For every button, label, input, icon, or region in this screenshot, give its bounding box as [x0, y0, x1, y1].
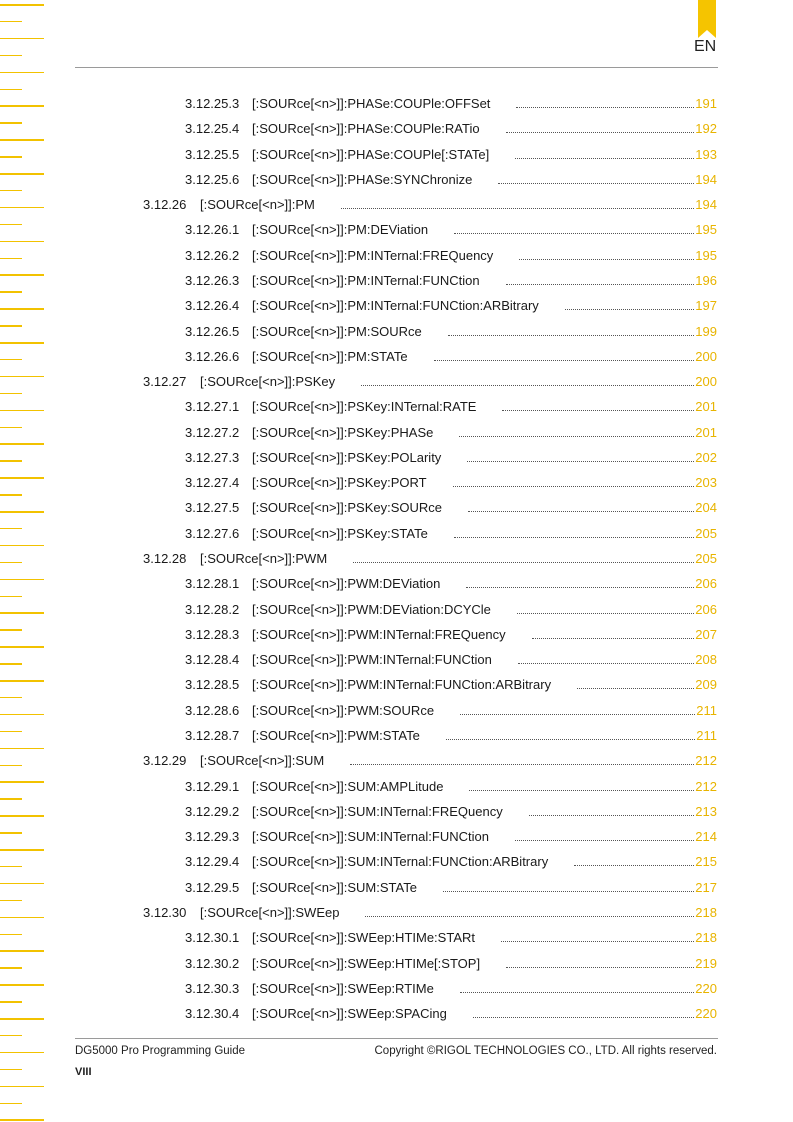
toc-leader-dots	[516, 107, 694, 108]
toc-entry-page: 205	[695, 525, 717, 541]
toc-entry[interactable]	[143, 751, 717, 769]
toc-entry-page: 205	[695, 551, 717, 567]
toc-entry-title: [:SOURce[<n>]]:SWEep:HTIMe[:STOP]	[252, 955, 481, 971]
toc-entry-page: 199	[695, 323, 717, 339]
toc-leader-dots	[473, 1017, 694, 1018]
toc-entry-number: 3.12.28.6	[185, 702, 240, 718]
toc-leader-dots	[574, 865, 694, 866]
toc-entry[interactable]	[185, 473, 717, 491]
toc-entry-title: [:SOURce[<n>]]:PM:DEViation	[252, 222, 429, 238]
toc-leader-dots	[515, 840, 694, 841]
toc-leader-dots	[515, 158, 694, 159]
toc-entry[interactable]	[185, 94, 717, 112]
toc-entry-page: 211	[696, 728, 717, 743]
toc-entry[interactable]	[185, 347, 717, 365]
toc-entry-title: [:SOURce[<n>]]:PSKey:INTernal:RATE	[252, 399, 477, 415]
toc-leader-dots	[350, 764, 694, 765]
toc-entry[interactable]	[185, 979, 717, 997]
document-title: DG5000 Pro Programming Guide	[75, 1045, 246, 1057]
toc-entry-page: 192	[695, 121, 717, 137]
toc-leader-dots	[459, 436, 694, 437]
toc-entry-page: 214	[695, 829, 717, 845]
toc-entry[interactable]	[185, 726, 717, 744]
toc-leader-dots	[468, 511, 694, 512]
toc-leader-dots	[460, 714, 695, 715]
toc-entry-number: 3.12.26	[143, 197, 187, 213]
toc-entry-page: 206	[695, 576, 717, 592]
toc-entry[interactable]	[185, 878, 717, 896]
toc-entry-page: 202	[695, 449, 717, 465]
toc-entry-page: 197	[695, 298, 717, 314]
toc-entry-page: 204	[695, 500, 717, 516]
toc-leader-dots	[453, 486, 695, 487]
toc-entry-number: 3.12.29.4	[185, 854, 240, 870]
toc-entry-title: [:SOURce[<n>]]:SUM:AMPLitude	[252, 778, 444, 794]
toc-entry[interactable]	[185, 1004, 717, 1022]
footer-divider	[75, 1038, 718, 1039]
toc-entry-number: 3.12.30.2	[185, 955, 240, 971]
toc-entry-number: 3.12.29.3	[185, 829, 240, 845]
toc-entry-title: [:SOURce[<n>]]:PSKey:POLarity	[252, 449, 442, 465]
toc-leader-dots	[518, 663, 694, 664]
toc-entry[interactable]	[143, 549, 717, 567]
toc-entry[interactable]	[185, 448, 717, 466]
toc-entry[interactable]	[185, 675, 717, 693]
toc-entry-page: 195	[695, 247, 717, 263]
toc-entry-title: [:SOURce[<n>]]:PM:STATe	[252, 348, 408, 364]
toc-entry[interactable]	[185, 802, 717, 820]
toc-entry[interactable]	[185, 119, 717, 137]
toc-entry-title: [:SOURce[<n>]]:PM:INTernal:FUNCtion	[252, 272, 480, 288]
toc-entry-page: 215	[695, 854, 717, 870]
toc-entry-number: 3.12.26.6	[185, 348, 240, 364]
toc-entry-number: 3.12.27.4	[185, 475, 240, 491]
toc-entry-page: 219	[695, 955, 717, 971]
toc-entry-page: 201	[695, 424, 717, 440]
toc-leader-dots	[519, 259, 694, 260]
toc-entry-title: [:SOURce[<n>]]:PHASe:COUPle:OFFSet	[252, 96, 491, 111]
toc-entry-title: [:SOURce[<n>]]:PSKey:PHASe	[252, 424, 434, 440]
toc-leader-dots	[501, 941, 694, 942]
toc-entry-number: 3.12.26.2	[185, 247, 240, 263]
toc-leader-dots	[467, 461, 694, 462]
toc-leader-dots	[469, 790, 694, 791]
toc-entry-page: 217	[695, 879, 717, 895]
toc-entry-number: 3.12.29.1	[185, 778, 240, 794]
toc-entry-number: 3.12.30	[143, 904, 187, 920]
toc-entry-number: 3.12.27.2	[185, 424, 240, 440]
toc-leader-dots	[506, 132, 695, 133]
toc-entry-page: 208	[695, 652, 717, 668]
toc-entry-number: 3.12.25.5	[185, 146, 240, 162]
language-label: EN	[694, 38, 717, 55]
toc-leader-dots	[454, 537, 694, 538]
toc-entry[interactable]	[185, 574, 717, 592]
toc-entry-number: 3.12.28.3	[185, 626, 240, 642]
toc-entry-title: [:SOURce[<n>]]:PWM:INTernal:FUNCtion	[252, 652, 492, 668]
toc-leader-dots	[532, 638, 695, 639]
toc-entry[interactable]	[185, 498, 717, 516]
toc-entry[interactable]	[185, 625, 717, 643]
toc-entry-number: 3.12.28.5	[185, 677, 240, 693]
toc-leader-dots	[443, 891, 694, 892]
toc-entry-page: 191	[695, 96, 717, 111]
toc-entry[interactable]	[143, 195, 717, 213]
toc-entry-title: [:SOURce[<n>]]:PSKey:PORT	[252, 475, 427, 491]
toc-entry-page: 207	[695, 626, 717, 642]
toc-entry-number: 3.12.29.2	[185, 803, 240, 819]
toc-leader-dots	[365, 916, 694, 917]
toc-entry[interactable]	[185, 650, 717, 668]
toc-leader-dots	[498, 183, 694, 184]
toc-entry-title: [:SOURce[<n>]]:PSKey:SOURce	[252, 500, 443, 516]
toc-entry[interactable]	[185, 296, 717, 314]
toc-leader-dots	[446, 739, 695, 740]
toc-entry-number: 3.12.28.2	[185, 601, 240, 617]
toc-leader-dots	[434, 360, 695, 361]
toc-entry-page: 194	[695, 197, 717, 213]
toc-entry-title: [:SOURce[<n>]]:SUM	[200, 753, 325, 769]
toc-entry-title: [:SOURce[<n>]]:PM:INTernal:FREQuency	[252, 247, 494, 263]
toc-entry-title: [:SOURce[<n>]]:SWEep:SPACing	[252, 1006, 447, 1022]
toc-entry[interactable]	[185, 246, 717, 264]
toc-entry-number: 3.12.30.4	[185, 1006, 240, 1022]
toc-entry-number: 3.12.28.1	[185, 576, 240, 592]
toc-leader-dots	[506, 967, 694, 968]
toc-entry-page: 206	[695, 601, 717, 617]
toc-entry-number: 3.12.25.6	[185, 171, 240, 187]
toc-leader-dots	[565, 309, 694, 310]
toc-entry-number: 3.12.27.5	[185, 500, 240, 516]
toc-entry-title: [:SOURce[<n>]]:PHASe:COUPle:RATio	[252, 121, 480, 137]
toc-entry[interactable]	[185, 170, 717, 188]
toc-entry-number: 3.12.28.4	[185, 652, 240, 668]
toc-entry-page: 195	[695, 222, 717, 238]
toc-entry-page: 213	[695, 803, 717, 819]
toc-entry[interactable]	[185, 322, 717, 340]
toc-entry-page: 212	[695, 753, 717, 769]
toc-entry-page: 200	[695, 348, 717, 364]
toc-entry-number: 3.12.27.1	[185, 399, 240, 415]
toc-entry-number: 3.12.26.3	[185, 272, 240, 288]
toc-entry-page: 220	[695, 1006, 717, 1022]
toc-entry-number: 3.12.30.3	[185, 980, 240, 996]
toc-entry-title: [:SOURce[<n>]]:SUM:INTernal:FUNCtion:ARBitrary	[252, 854, 549, 870]
toc-entry-number: 3.12.30.1	[185, 930, 240, 946]
toc-entry[interactable]	[185, 600, 717, 618]
toc-leader-dots	[460, 992, 694, 993]
toc-entry-number: 3.12.26.4	[185, 298, 240, 314]
toc-entry[interactable]	[185, 145, 717, 163]
toc-entry[interactable]	[185, 954, 717, 972]
toc-entry-title: [:SOURce[<n>]]:PWM	[200, 551, 328, 567]
toc-entry-title: [:SOURce[<n>]]:PWM:SOURce	[252, 702, 435, 718]
toc-entry[interactable]	[185, 397, 717, 415]
toc-entry-title: [:SOURce[<n>]]:PWM:INTernal:FUNCtion:ARBitrary	[252, 677, 552, 693]
toc-entry-page: 211	[696, 702, 717, 718]
toc-leader-dots	[577, 688, 694, 689]
toc-entry-title: [:SOURce[<n>]]:SWEep	[200, 904, 340, 920]
toc-entry-page: 220	[695, 980, 717, 996]
toc-entry-title: [:SOURce[<n>]]:PWM:DEViation:DCYCle	[252, 601, 491, 617]
toc-entry-number: 3.12.27.6	[185, 525, 240, 541]
toc-leader-dots	[341, 208, 694, 209]
toc-entry-title: [:SOURce[<n>]]:SUM:INTernal:FREQuency	[252, 803, 503, 819]
toc-entry[interactable]	[143, 903, 717, 921]
toc-entry-page: 209	[695, 677, 717, 693]
toc-entry[interactable]	[185, 827, 717, 845]
toc-entry-title: [:SOURce[<n>]]:PWM:DEViation	[252, 576, 441, 592]
toc-entry-title: [:SOURce[<n>]]:PWM:STATe	[252, 728, 420, 743]
toc-entry-page: 200	[695, 374, 717, 390]
toc-entry-page: 218	[695, 930, 717, 946]
toc-entry-page: 196	[695, 272, 717, 288]
copyright-notice: Copyright ©RIGOL TECHNOLOGIES CO., LTD. All rights reserved.	[374, 1045, 717, 1057]
toc-leader-dots	[517, 613, 694, 614]
toc-entry-title: [:SOURce[<n>]]:PSKey	[200, 374, 336, 390]
toc-entry-number: 3.12.26.5	[185, 323, 240, 339]
toc-entry[interactable]	[185, 524, 717, 542]
toc-entry[interactable]	[185, 928, 717, 946]
toc-entry-page: 212	[695, 778, 717, 794]
toc-entry-number: 3.12.29.5	[185, 879, 240, 895]
toc-entry-page: 193	[695, 146, 717, 162]
toc-entry-title: [:SOURce[<n>]]:PM:INTernal:FUNCtion:ARBitrary	[252, 298, 539, 314]
toc-entry-number: 3.12.26.1	[185, 222, 240, 238]
toc-entry[interactable]	[185, 423, 717, 441]
toc-entry-title: [:SOURce[<n>]]:SWEep:RTIMe	[252, 980, 434, 996]
toc-entry-number: 3.12.28	[143, 551, 187, 567]
toc-entry-number: 3.12.27.3	[185, 449, 240, 465]
toc-entry[interactable]	[185, 220, 717, 238]
toc-entry[interactable]	[185, 271, 717, 289]
toc-entry-title: [:SOURce[<n>]]:PM	[200, 197, 315, 213]
toc-leader-dots	[502, 410, 694, 411]
toc-leader-dots	[361, 385, 694, 386]
toc-entry-title: [:SOURce[<n>]]:SUM:INTernal:FUNCtion	[252, 829, 489, 845]
toc-entry-number: 3.12.25.4	[185, 121, 240, 137]
toc-entry-number: 3.12.25.3	[185, 96, 240, 111]
toc-leader-dots	[353, 562, 694, 563]
toc-entry-title: [:SOURce[<n>]]:SWEep:HTIMe:STARt	[252, 930, 475, 946]
toc-entry-title: [:SOURce[<n>]]:PM:SOURce	[252, 323, 422, 339]
toc-entry-page: 194	[695, 171, 717, 187]
toc-leader-dots	[529, 815, 695, 816]
toc-entry[interactable]	[185, 701, 717, 719]
toc-entry-title: [:SOURce[<n>]]:PHASe:SYNChronize	[252, 171, 473, 187]
toc-entry-title: [:SOURce[<n>]]:PSKey:STATe	[252, 525, 428, 541]
toc-leader-dots	[466, 587, 694, 588]
toc-entry-number: 3.12.27	[143, 374, 187, 390]
toc-entry-title: [:SOURce[<n>]]:PWM:INTernal:FREQuency	[252, 626, 506, 642]
toc-entry-page: 203	[695, 475, 717, 491]
toc-entry-number: 3.12.28.7	[185, 728, 240, 743]
toc-entry-title: [:SOURce[<n>]]:SUM:STATe	[252, 879, 417, 895]
toc-entry-title: [:SOURce[<n>]]:PHASe:COUPle[:STATe]	[252, 146, 490, 162]
toc-leader-dots	[454, 233, 694, 234]
toc-entry[interactable]	[185, 777, 717, 795]
toc-entry-page: 201	[695, 399, 717, 415]
toc-leader-dots	[506, 284, 695, 285]
toc-entry-page: 218	[695, 904, 717, 920]
toc-entry[interactable]	[185, 852, 717, 870]
toc-entry[interactable]	[143, 372, 717, 390]
toc-leader-dots	[448, 335, 695, 336]
toc-entry-number: 3.12.29	[143, 753, 187, 769]
page-number: VIII	[75, 1066, 92, 1078]
